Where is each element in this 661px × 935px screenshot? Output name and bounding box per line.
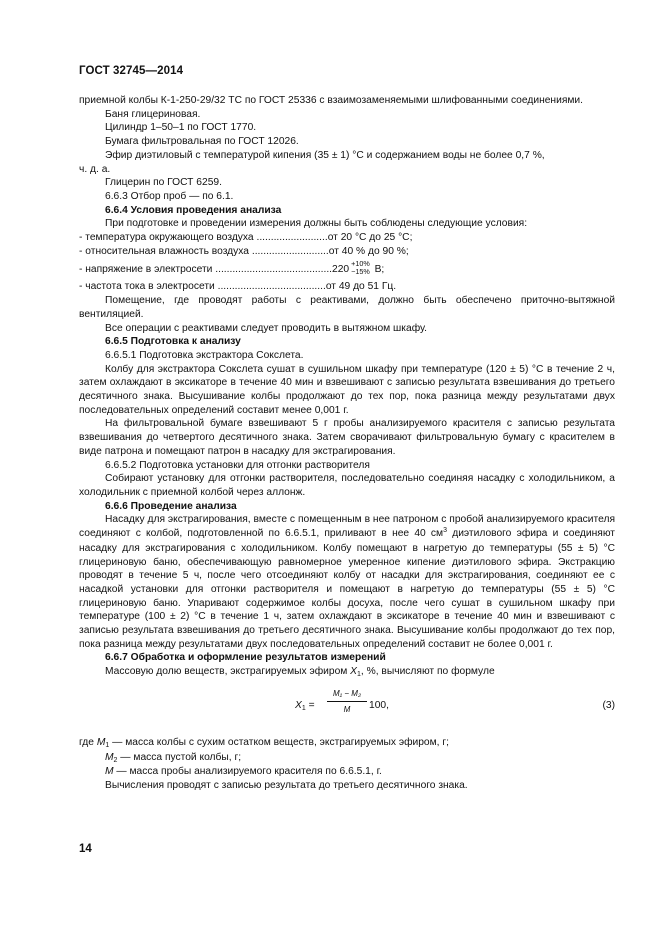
item-ether-grade: ч. д. а. [79,163,111,175]
formula-number: (3) [602,699,615,711]
formula-lhs: X1 = [295,699,318,712]
paragraph-filter-weighing: На фильтровальной бумаге взвешивают 5 г пробы анализируемого красителя с записью результата взвешивания до четвертого десятичного знака. Затем сворачивают фильтровальную бумагу с красителем в виде патрона и помещают патрон в насадку для экстрагирования. [79,418,615,457]
heading-665: 6.6.5 Подготовка к анализу [105,336,241,348]
page-number: 14 [79,843,92,855]
voltage-tolerance: +10% −15% [351,259,370,277]
item-filter-paper: Бумага фильтровальная по ГОСТ 12026. [105,136,299,148]
paragraph-assembly: Собирают установку для отгонки растворителя, последовательно соединяя насадку с холодильником, а холодильник с приемной колбой через аллонж. [79,473,615,498]
conditions-intro: При подготовке и проведении измерения должны быть соблюдены следующие условия: [105,218,528,230]
paragraph-continuation: приемной колбы К-1-250-29/32 ТС по ГОСТ 25336 с взаимозаменяемыми шлифованными соединениями. [79,95,583,106]
paragraph-extraction: Насадку для экстрагирования, вместе с помещенным в нее патроном с пробой анализируемого красителя соединяют с колбой, подготовленной по 6.6.5.1, приливают в нее 40 $см^3$ диэтилового эфира и соединяют насадку для экстрагирования с холодильником. Колбу помещают в нагретую до температуры (55 ± 5) °С глицериновую баню, обеспечивающую равномерное умеренное кипение диэтилового эфира. Экстракцию проводят в течение 5 ч, после чего отсоединяют колбу от насадки для экстрагирования, соединяют ее с насадкой установки для отгонки растворителя и помещают в нагретую до температуры (55 ± 5) °С глицериновую баню. Упаривают содержимое колбы досуха, после чего сушат в сушильном шкафу при температуре (100 ± 2) °С в течение 1 ч, затем охлаждают в эксикаторе в течение 40 мин и взвешивают с записью результата взвешивания до третьего десятичного знака. Высушивание колбы продолжают до тех пор, пока разница между результатами двух последовательных определений составит не более 0,001 г. [79,514,615,650]
heading-666: 6.6.6 Проведение анализа [105,500,237,512]
paragraph-flask-drying: Колбу для экстрактора Сокслета сушат в сушильном шкафу при температуре (120 ± 5) °С в течение 2 ч, затем охлаждают в эксикаторе в течение 40 мин и взвешивают с записью результата взвешивания до третьего десятичного знака. Высушивание колбы продолжают до тех пор, пока разница между результатами двух последовательных определений составит менее 0,001 г. [79,363,615,416]
condition-frequency: - частота тока в электросети ...................................... от 49 до 51 Гц. [79,281,397,293]
formula-fraction [327,688,367,715]
item-ether: Эфир диэтиловый с температурой кипения (35 ± 1) °С и содержанием воды не более 0,7 %, [105,149,545,161]
formula-denominator: M [343,704,351,714]
definition-m2: M2 — масса пустой колбы, г; [105,751,242,764]
standard-header: ГОСТ 32745—2014 [79,65,184,77]
formula-multiplier: 100, [369,699,389,711]
paragraph-mass-fraction: Массовую долю веществ, экстрагируемых эфиром X1, %, вычисляют по формуле [105,666,495,679]
formula-3 [79,688,615,726]
heading-664: 6.6.4 Условия проведения анализа [105,204,282,216]
definition-m: M — масса пробы анализируемого красителя по 6.6.5.1, г. [105,766,382,778]
paragraph-fume-hood: Все операции с реактивами следует проводить в вытяжном шкафу. [105,322,427,334]
document-body [79,94,615,793]
formula-numerator: M₁ − M₂ [332,688,362,698]
item-glycerin: Глицерин по ГОСТ 6259. [105,177,222,189]
clause-663: 6.6.3 Отбор проб — по 6.1. [105,190,234,202]
definition-m1: где M1 — масса колбы с сухим остатком веществ, экстрагируемых эфиром, г; [79,736,449,749]
condition-voltage: - напряжение в электросети ......................................... 220 +10% −15% В; [79,259,385,277]
paragraph-ventilation: Помещение, где проводят работы с реактивами, должно быть обеспечено приточно-вытяжной вентиляцией. [79,295,615,320]
condition-temperature: - температура окружающего воздуха ......................... от 20 °С до 25 °С; [79,232,413,244]
formula-definitions [79,736,615,793]
item-bath: Баня глицериновая. [105,108,201,120]
clause-6651: 6.6.5.1 Подготовка экстрактора Сокслета. [105,349,304,361]
fraction-bar [327,701,367,702]
heading-667: 6.6.7 Обработка и оформление результатов измерений [105,652,386,664]
item-cylinder: Цилиндр 1–50–1 по ГОСТ 1770. [105,122,257,134]
clause-6652: 6.6.5.2 Подготовка установки для отгонки растворителя [105,459,370,471]
paragraph-calculation-precision: Вычисления проводят с записью результата до третьего десятичного знака. [105,779,468,791]
condition-humidity: - относительная влажность воздуха ........................... от 40 % до 90 %; [79,245,409,257]
